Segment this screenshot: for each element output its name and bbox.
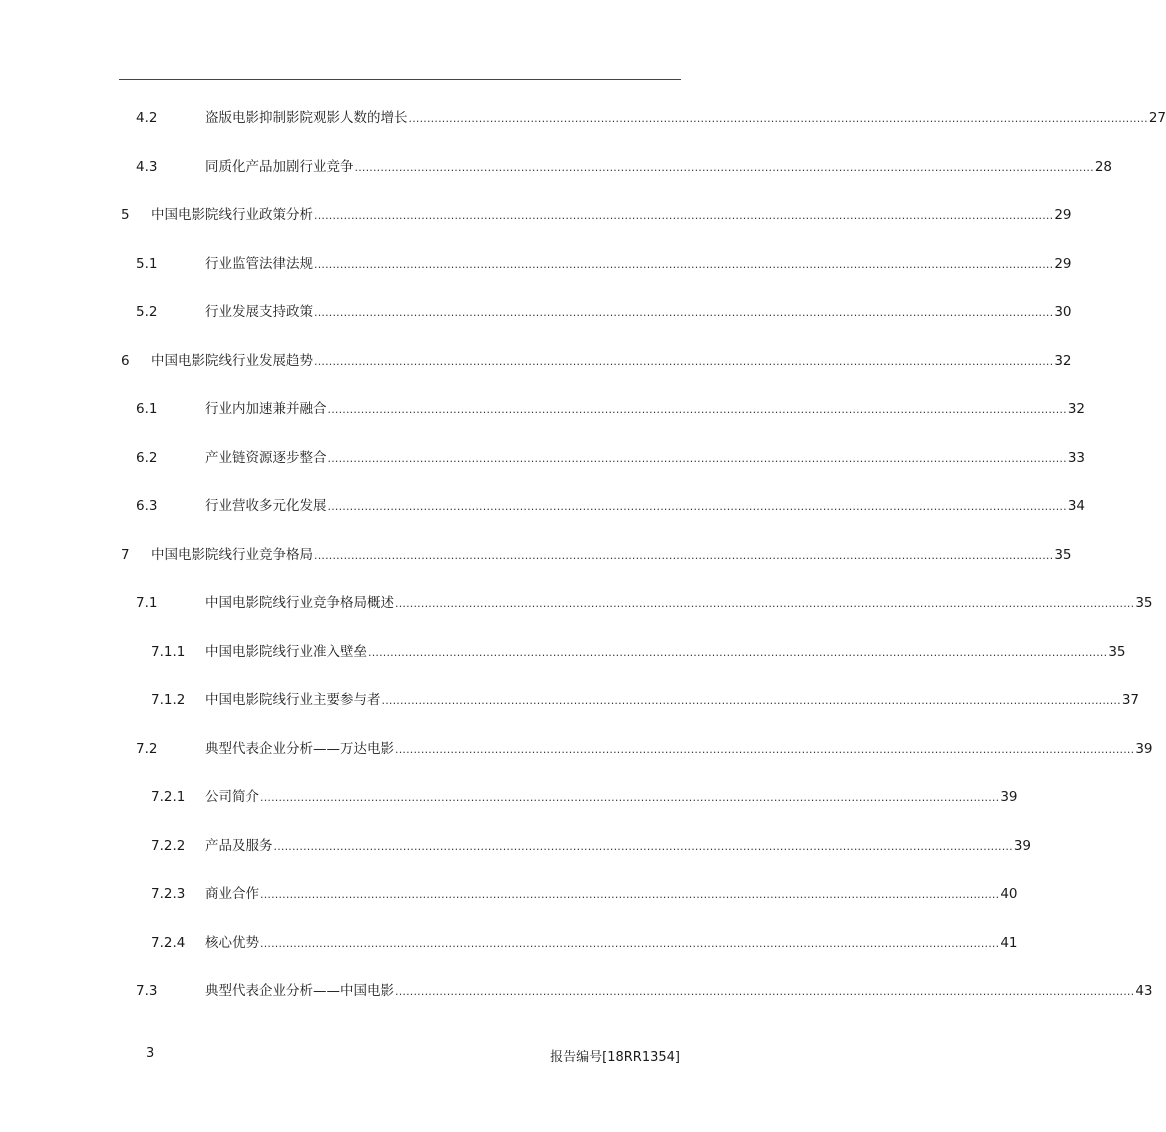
toc-entry-number: 6.1 bbox=[136, 401, 158, 417]
toc-dot-leader: ........................................................................................................................................................................................................ bbox=[260, 937, 1000, 950]
toc-entry-number: 7.2.3 bbox=[151, 886, 186, 902]
toc-entry[interactable] bbox=[0, 883, 1018, 905]
toc-entry-page-number: 34 bbox=[1067, 498, 1086, 514]
toc-entry-number: 6.2 bbox=[136, 450, 158, 466]
toc-dot-leader: ........................................................................................................................................................................................................ bbox=[273, 840, 1013, 853]
toc-entry[interactable] bbox=[0, 398, 1086, 420]
toc-entry-page-number: 32 bbox=[1067, 401, 1086, 417]
toc-entry-page-number: 41 bbox=[1000, 935, 1018, 951]
toc-entry[interactable] bbox=[0, 738, 1153, 760]
toc-dot-leader: ........................................................................................................................................................................................................ bbox=[408, 112, 1148, 125]
toc-entry-title: 行业营收多元化发展 bbox=[205, 498, 327, 514]
toc-dot-leader: ........................................................................................................................................................................................................ bbox=[314, 258, 1054, 271]
toc-dot-leader: ........................................................................................................................................................................................................ bbox=[314, 306, 1054, 319]
toc-entry-number: 5.2 bbox=[136, 304, 158, 320]
toc-entry[interactable] bbox=[0, 641, 1126, 663]
toc-entry[interactable] bbox=[0, 204, 1072, 226]
toc-entry-title: 产业链资源逐步整合 bbox=[205, 450, 327, 466]
toc-dot-leader: ........................................................................................................................................................................................................ bbox=[314, 209, 1054, 222]
toc-entry-page-number: 28 bbox=[1094, 159, 1113, 175]
toc-entry-number: 7.2.2 bbox=[151, 838, 186, 854]
toc-entry-number: 7 bbox=[121, 547, 130, 563]
toc-entry[interactable] bbox=[0, 932, 1018, 954]
page-footer bbox=[0, 1046, 800, 1066]
toc-entry-page-number: 39 bbox=[1013, 838, 1032, 854]
toc-entry-page-number: 30 bbox=[1054, 304, 1072, 320]
toc-entry[interactable] bbox=[0, 107, 1166, 129]
toc-entry[interactable] bbox=[0, 544, 1072, 566]
toc-entry-page-number: 35 bbox=[1108, 644, 1126, 660]
toc-entry-title: 中国电影院线行业发展趋势 bbox=[151, 353, 313, 369]
toc-entry-title: 盗版电影抑制影院观影人数的增长 bbox=[205, 110, 408, 126]
toc-entry-number: 7.3 bbox=[136, 983, 158, 999]
toc-entry-page-number: 35 bbox=[1054, 547, 1072, 563]
toc-dot-leader: ........................................................................................................................................................................................................ bbox=[260, 791, 1000, 804]
toc-dot-leader: ........................................................................................................................................................................................................ bbox=[395, 985, 1135, 998]
toc-entry-title: 产品及服务 bbox=[205, 838, 273, 854]
toc-entry-page-number: 39 bbox=[1000, 789, 1018, 805]
toc-entry-number: 4.2 bbox=[136, 110, 158, 126]
toc-dot-leader: ........................................................................................................................................................................................................ bbox=[314, 355, 1054, 368]
toc-entry-number: 4.3 bbox=[136, 159, 158, 175]
toc-entry-title: 典型代表企业分析——万达电影 bbox=[205, 741, 394, 757]
footer-page-number: 3 bbox=[146, 1046, 155, 1061]
toc-entry-page-number: 40 bbox=[1000, 886, 1018, 902]
toc-entry-page-number: 35 bbox=[1135, 595, 1153, 611]
toc-dot-leader: ........................................................................................................................................................................................................ bbox=[354, 161, 1094, 174]
toc-entry-number: 7.1 bbox=[136, 595, 158, 611]
toc-entry-number: 7.1.2 bbox=[151, 692, 186, 708]
toc-entry-number: 5 bbox=[121, 207, 130, 223]
toc-entry-title: 公司简介 bbox=[205, 789, 259, 805]
toc-entry-title: 典型代表企业分析——中国电影 bbox=[205, 983, 394, 999]
toc-entry-number: 7.1.1 bbox=[151, 644, 186, 660]
toc-entry-title: 商业合作 bbox=[205, 886, 259, 902]
toc-entry-page-number: 43 bbox=[1135, 983, 1153, 999]
toc-entry-number: 6 bbox=[121, 353, 130, 369]
toc-entry-page-number: 29 bbox=[1054, 256, 1072, 272]
toc-entry[interactable] bbox=[0, 835, 1032, 857]
toc-entry[interactable] bbox=[0, 253, 1072, 275]
toc-entry[interactable] bbox=[0, 980, 1153, 1002]
toc-entry-number: 7.2 bbox=[136, 741, 158, 757]
toc-entry-title: 行业发展支持政策 bbox=[205, 304, 313, 320]
toc-entry-title: 中国电影院线行业准入壁垒 bbox=[205, 644, 367, 660]
toc-entry-number: 7.2.4 bbox=[151, 935, 186, 951]
toc-entry-title: 核心优势 bbox=[205, 935, 259, 951]
toc-entry-title: 同质化产品加剧行业竞争 bbox=[205, 159, 354, 175]
toc-dot-leader: ........................................................................................................................................................................................................ bbox=[381, 694, 1121, 707]
toc-entry[interactable] bbox=[0, 156, 1113, 178]
toc-entry[interactable] bbox=[0, 592, 1153, 614]
toc-entry-page-number: 39 bbox=[1135, 741, 1153, 757]
toc-dot-leader: ........................................................................................................................................................................................................ bbox=[368, 646, 1108, 659]
toc-entry[interactable] bbox=[0, 689, 1140, 711]
toc-entry[interactable] bbox=[0, 350, 1072, 372]
toc-entry-page-number: 37 bbox=[1121, 692, 1140, 708]
header-rule bbox=[119, 79, 681, 80]
toc-entry-page-number: 33 bbox=[1067, 450, 1086, 466]
toc-entry-title: 中国电影院线行业政策分析 bbox=[151, 207, 313, 223]
toc-entry[interactable] bbox=[0, 495, 1086, 517]
toc-entry[interactable] bbox=[0, 301, 1072, 323]
toc-entry-title: 行业内加速兼并融合 bbox=[205, 401, 327, 417]
toc-dot-leader: ........................................................................................................................................................................................................ bbox=[327, 403, 1067, 416]
toc-entry[interactable] bbox=[0, 786, 1018, 808]
toc-entry-title: 中国电影院线行业主要参与者 bbox=[205, 692, 381, 708]
toc-entry-page-number: 32 bbox=[1054, 353, 1072, 369]
toc-dot-leader: ........................................................................................................................................................................................................ bbox=[395, 597, 1135, 610]
toc-dot-leader: ........................................................................................................................................................................................................ bbox=[327, 500, 1067, 513]
toc-dot-leader: ........................................................................................................................................................................................................ bbox=[395, 743, 1135, 756]
toc-entry-page-number: 29 bbox=[1054, 207, 1072, 223]
toc-entry-title: 中国电影院线行业竞争格局 bbox=[151, 547, 313, 563]
toc-dot-leader: ........................................................................................................................................................................................................ bbox=[260, 888, 1000, 901]
footer-report-code: 报告编号[18RR1354] bbox=[550, 1050, 680, 1065]
toc-entry[interactable] bbox=[0, 447, 1086, 469]
toc-entry-title: 中国电影院线行业竞争格局概述 bbox=[205, 595, 394, 611]
toc-entry-number: 6.3 bbox=[136, 498, 158, 514]
toc-entry-title: 行业监管法律法规 bbox=[205, 256, 313, 272]
toc-entry-number: 7.2.1 bbox=[151, 789, 186, 805]
toc-dot-leader: ........................................................................................................................................................................................................ bbox=[314, 549, 1054, 562]
toc-dot-leader: ........................................................................................................................................................................................................ bbox=[327, 452, 1067, 465]
toc-entry-number: 5.1 bbox=[136, 256, 158, 272]
toc-entry-page-number: 27 bbox=[1148, 110, 1166, 126]
